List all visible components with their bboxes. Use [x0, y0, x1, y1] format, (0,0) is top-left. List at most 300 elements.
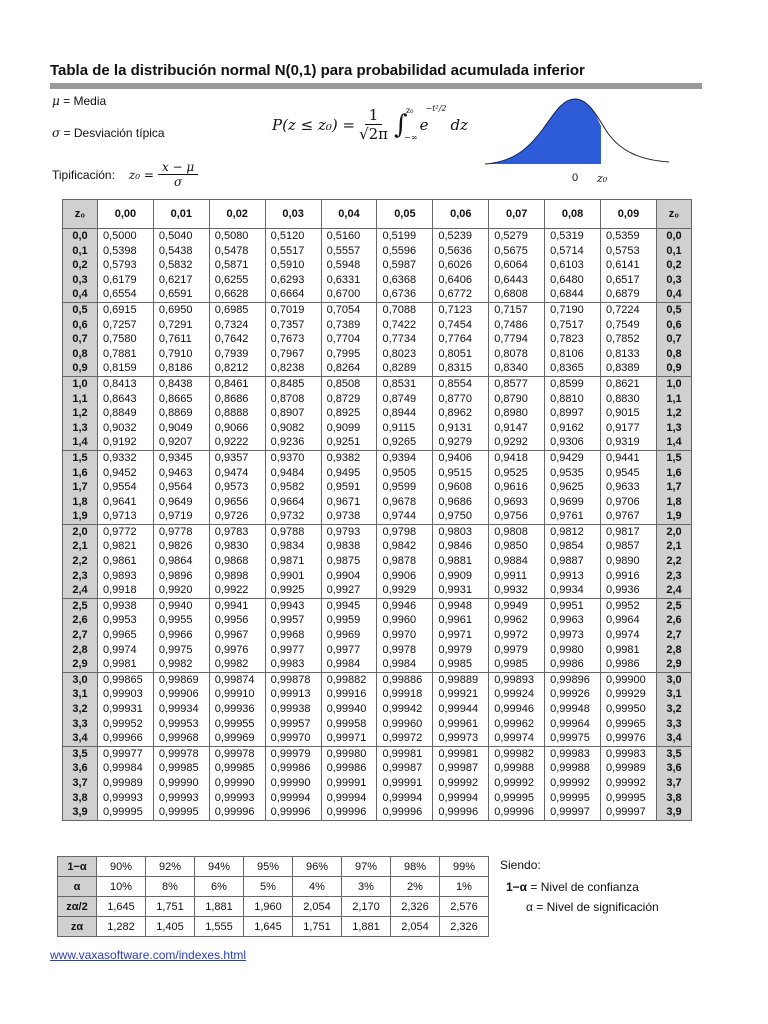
- probability-cell: 0,9982: [209, 657, 265, 672]
- probability-cell: 0,9979: [489, 643, 545, 658]
- exp-power: −t²/2: [425, 103, 447, 113]
- z-row-label: 3,3: [63, 717, 98, 732]
- formula-dz: dz: [450, 115, 468, 134]
- source-link[interactable]: www.vaxasoftware.com/indexes.html: [50, 948, 247, 962]
- probability-cell: 0,9803: [433, 524, 489, 539]
- z-row-label: 0,9: [63, 361, 98, 376]
- probability-cell: 0,9929: [377, 583, 433, 598]
- probability-cell: 0,9864: [153, 554, 209, 569]
- probability-cell: 0,99970: [265, 731, 321, 746]
- probability-cell: 0,99934: [153, 702, 209, 717]
- probability-cell: 0,99991: [321, 776, 377, 791]
- table-header-row: [63, 200, 692, 229]
- probability-cell: 0,99889: [433, 672, 489, 687]
- probability-cell: 0,6772: [433, 287, 489, 302]
- probability-cell: 0,9949: [489, 598, 545, 613]
- z-row-label: 0,3: [63, 273, 98, 288]
- probability-cell: 0,9982: [153, 657, 209, 672]
- probability-cell: 0,9969: [321, 628, 377, 643]
- significance-description: = Nivel de significación: [536, 900, 659, 914]
- probability-cell: 0,8810: [545, 392, 601, 407]
- probability-cell: 0,99953: [153, 717, 209, 732]
- confidence-symbol: 1−α: [506, 880, 528, 894]
- ci-cell: 2,054: [293, 897, 342, 917]
- table-row: [63, 746, 692, 761]
- probability-cell: 0,8729: [321, 392, 377, 407]
- probability-cell: 0,9951: [545, 598, 601, 613]
- probability-cell: 0,99900: [601, 672, 657, 687]
- probability-cell: 0,8830: [601, 392, 657, 407]
- z-row-label: 0,8: [63, 347, 98, 362]
- probability-cell: 0,9931: [433, 583, 489, 598]
- z-row-label: 0,5: [63, 302, 98, 317]
- table-row: [63, 805, 692, 820]
- probability-cell: 0,9925: [265, 583, 321, 598]
- probability-cell: 0,9147: [489, 421, 545, 436]
- table-row: [63, 569, 692, 584]
- probability-cell: 0,8508: [321, 376, 377, 391]
- probability-cell: 0,9744: [377, 509, 433, 524]
- probability-cell: 0,9971: [433, 628, 489, 643]
- probability-cell: 0,9515: [433, 466, 489, 481]
- probability-cell: 0,9452: [98, 466, 154, 481]
- table-row: [63, 702, 692, 717]
- z-row-label: 3,8: [63, 791, 98, 806]
- probability-cell: 0,9976: [209, 643, 265, 658]
- probability-cell: 0,9726: [209, 509, 265, 524]
- probability-cell: 0,99993: [98, 791, 154, 806]
- probability-cell: 0,9904: [321, 569, 377, 584]
- sigma-symbol: σ: [52, 126, 61, 140]
- probability-cell: 0,99936: [209, 702, 265, 717]
- z-row-label-right: 2,9: [657, 657, 692, 672]
- probability-cell: 0,7019: [265, 302, 321, 317]
- probability-cell: 0,99924: [489, 687, 545, 702]
- probability-cell: 0,6443: [489, 273, 545, 288]
- probability-cell: 0,8023: [377, 347, 433, 362]
- ci-cell: 96%: [293, 857, 342, 877]
- probability-cell: 0,99994: [377, 791, 433, 806]
- table-row: [63, 687, 692, 702]
- probability-cell: 0,7389: [321, 318, 377, 333]
- probability-cell: 0,99962: [489, 717, 545, 732]
- table-row: [63, 731, 692, 746]
- z-row-label-right: 2,4: [657, 583, 692, 598]
- z-row-label-right: 1,6: [657, 466, 692, 481]
- table-row: [63, 332, 692, 347]
- table-row: [63, 524, 692, 539]
- probability-cell: 0,9429: [545, 450, 601, 465]
- probability-cell: 0,9965: [98, 628, 154, 643]
- probability-cell: 0,9761: [545, 509, 601, 524]
- z-row-label: 3,2: [63, 702, 98, 717]
- integral-lower: −∞: [404, 132, 418, 142]
- probability-cell: 0,6808: [489, 287, 545, 302]
- z-row-label: 1,3: [63, 421, 98, 436]
- probability-cell: 0,7764: [433, 332, 489, 347]
- tipificacion-fraction: [158, 160, 198, 189]
- probability-cell: 0,7734: [377, 332, 433, 347]
- probability-cell: 0,6480: [545, 273, 601, 288]
- probability-cell: 0,6255: [209, 273, 265, 288]
- probability-cell: 0,99948: [545, 702, 601, 717]
- bell-curve-diagram: [483, 94, 673, 166]
- z-row-label: 3,9: [63, 805, 98, 820]
- probability-cell: 0,99975: [545, 731, 601, 746]
- ci-row-label: α: [58, 877, 97, 897]
- ci-cell: 1,751: [293, 917, 342, 937]
- probability-cell: 0,8749: [377, 392, 433, 407]
- probability-cell: 0,99966: [98, 731, 154, 746]
- probability-cell: 0,8686: [209, 392, 265, 407]
- probability-cell: 0,8980: [489, 406, 545, 421]
- probability-cell: 0,99978: [153, 746, 209, 761]
- ci-cell: 1,645: [97, 897, 146, 917]
- probability-cell: 0,5080: [209, 229, 265, 244]
- probability-cell: 0,9495: [321, 466, 377, 481]
- z-row-label-right: 1,9: [657, 509, 692, 524]
- probability-cell: 0,6141: [601, 258, 657, 273]
- mu-description: = Media: [63, 94, 107, 108]
- probability-cell: 0,99995: [153, 805, 209, 820]
- table-row: [63, 318, 692, 333]
- table-row: [63, 672, 692, 687]
- probability-cell: 0,7257: [98, 318, 154, 333]
- probability-cell: 0,9890: [601, 554, 657, 569]
- z-row-label-right: 0,3: [657, 273, 692, 288]
- probability-cell: 0,99989: [601, 761, 657, 776]
- ci-cell: 6%: [195, 877, 244, 897]
- probability-cell: 0,9959: [321, 613, 377, 628]
- probability-cell: 0,9345: [153, 450, 209, 465]
- integral-upper: z₀: [406, 105, 414, 115]
- probability-cell: 0,9970: [377, 628, 433, 643]
- probability-cell: 0,99981: [433, 746, 489, 761]
- probability-cell: 0,9251: [321, 435, 377, 450]
- probability-cell: 0,9821: [98, 539, 154, 554]
- confidence-table: [57, 856, 489, 937]
- probability-cell: 0,7422: [377, 318, 433, 333]
- probability-cell: 0,9830: [209, 539, 265, 554]
- probability-cell: 0,7673: [265, 332, 321, 347]
- probability-cell: 0,8186: [153, 361, 209, 376]
- probability-cell: 0,9979: [433, 643, 489, 658]
- table-row: [63, 435, 692, 450]
- probability-cell: 0,9968: [265, 628, 321, 643]
- probability-cell: 0,8577: [489, 376, 545, 391]
- formula-fraction: [359, 106, 388, 143]
- probability-cell: 0,99977: [98, 746, 154, 761]
- z-row-label: 3,4: [63, 731, 98, 746]
- probability-cell: 0,8133: [601, 347, 657, 362]
- probability-cell: 0,9394: [377, 450, 433, 465]
- z-row-label-right: 2,1: [657, 539, 692, 554]
- tipificacion-label: Tipificación:: [52, 167, 115, 182]
- ci-cell: 2,326: [391, 897, 440, 917]
- z-row-label-right: 3,4: [657, 731, 692, 746]
- probability-cell: 0,99997: [601, 805, 657, 820]
- ci-cell: 1,881: [195, 897, 244, 917]
- probability-cell: 0,5517: [265, 244, 321, 259]
- probability-cell: 0,6879: [601, 287, 657, 302]
- ci-cell: 1%: [440, 877, 489, 897]
- probability-cell: 0,99965: [601, 717, 657, 732]
- probability-cell: 0,9826: [153, 539, 209, 554]
- table-row: [63, 509, 692, 524]
- table-row: [63, 376, 692, 391]
- probability-cell: 0,6664: [265, 287, 321, 302]
- probability-cell: 0,9664: [265, 495, 321, 510]
- probability-cell: 0,9099: [321, 421, 377, 436]
- z-row-label-right: 0,2: [657, 258, 692, 273]
- probability-cell: 0,6736: [377, 287, 433, 302]
- z-row-label-right: 1,3: [657, 421, 692, 436]
- probability-cell: 0,5279: [489, 229, 545, 244]
- legend-mu: [52, 94, 106, 108]
- probability-cell: 0,9382: [321, 450, 377, 465]
- z-row-label: 3,5: [63, 746, 98, 761]
- probability-cell: 0,99976: [601, 731, 657, 746]
- ci-cell: 5%: [244, 877, 293, 897]
- probability-cell: 0,9756: [489, 509, 545, 524]
- probability-cell: 0,9927: [321, 583, 377, 598]
- probability-cell: 0,5596: [377, 244, 433, 259]
- z-row-label-right: 2,0: [657, 524, 692, 539]
- z-row-label-right: 0,9: [657, 361, 692, 376]
- probability-cell: 0,5987: [377, 258, 433, 273]
- z-row-label: 3,7: [63, 776, 98, 791]
- probability-cell: 0,9222: [209, 435, 265, 450]
- table-row: [63, 776, 692, 791]
- probability-cell: 0,6950: [153, 302, 209, 317]
- z-row-label-right: 1,8: [657, 495, 692, 510]
- table-row: [63, 244, 692, 259]
- ci-row: [58, 857, 489, 877]
- table-row: [63, 450, 692, 465]
- ci-cell: 2,054: [391, 917, 440, 937]
- probability-cell: 0,9936: [601, 583, 657, 598]
- probability-cell: 0,6026: [433, 258, 489, 273]
- z-header-left: z₀: [63, 200, 98, 229]
- probability-cell: 0,99980: [321, 746, 377, 761]
- probability-cell: 0,99996: [321, 805, 377, 820]
- probability-cell: 0,9306: [545, 435, 601, 450]
- probability-cell: 0,7995: [321, 347, 377, 362]
- probability-cell: 0,9940: [153, 598, 209, 613]
- probability-cell: 0,9986: [545, 657, 601, 672]
- probability-cell: 0,8554: [433, 376, 489, 391]
- z-row-label: 0,4: [63, 287, 98, 302]
- z-row-label: 0,0: [63, 229, 98, 244]
- probability-cell: 0,9955: [153, 613, 209, 628]
- probability-cell: 0,9463: [153, 466, 209, 481]
- probability-cell: 0,9082: [265, 421, 321, 436]
- cdf-formula: [272, 103, 468, 143]
- probability-cell: 0,99990: [209, 776, 265, 791]
- legend-sigma: [52, 126, 165, 140]
- probability-cell: 0,99989: [98, 776, 154, 791]
- probability-cell: 0,9750: [433, 509, 489, 524]
- ci-cell: 1,405: [146, 917, 195, 937]
- mu-symbol: μ: [52, 94, 60, 108]
- probability-cell: 0,99906: [153, 687, 209, 702]
- probability-cell: 0,8159: [98, 361, 154, 376]
- probability-cell: 0,5832: [153, 258, 209, 273]
- column-header: 0,02: [209, 200, 265, 229]
- probability-cell: 0,8997: [545, 406, 601, 421]
- probability-cell: 0,99950: [601, 702, 657, 717]
- probability-cell: 0,99995: [98, 805, 154, 820]
- probability-cell: 0,99944: [433, 702, 489, 717]
- z-row-label: 2,7: [63, 628, 98, 643]
- probability-cell: 0,6591: [153, 287, 209, 302]
- probability-cell: 0,9857: [601, 539, 657, 554]
- probability-cell: 0,9986: [601, 657, 657, 672]
- probability-cell: 0,7054: [321, 302, 377, 317]
- probability-cell: 0,5398: [98, 244, 154, 259]
- probability-cell: 0,9909: [433, 569, 489, 584]
- probability-cell: 0,6179: [98, 273, 154, 288]
- z-row-label-right: 1,5: [657, 450, 692, 465]
- probability-cell: 0,99997: [545, 805, 601, 820]
- probability-cell: 0,9732: [265, 509, 321, 524]
- probability-cell: 0,99931: [98, 702, 154, 717]
- z-row-label: 3,0: [63, 672, 98, 687]
- probability-cell: 0,9817: [601, 524, 657, 539]
- z-row-label-right: 3,7: [657, 776, 692, 791]
- ci-cell: 97%: [342, 857, 391, 877]
- probability-cell: 0,8962: [433, 406, 489, 421]
- siendo-line1: [506, 880, 639, 894]
- probability-cell: 0,6064: [489, 258, 545, 273]
- confidence-description: = Nivel de confianza: [530, 880, 639, 894]
- probability-cell: 0,9699: [545, 495, 601, 510]
- z-row-label-right: 3,1: [657, 687, 692, 702]
- ci-cell: 1,881: [342, 917, 391, 937]
- probability-cell: 0,9975: [153, 643, 209, 658]
- probability-cell: 0,9875: [321, 554, 377, 569]
- table-row: [63, 406, 692, 421]
- z-row-label-right: 1,1: [657, 392, 692, 407]
- probability-cell: 0,99995: [489, 791, 545, 806]
- probability-cell: 0,9916: [601, 569, 657, 584]
- z-row-label-right: 1,0: [657, 376, 692, 391]
- table-row: [63, 421, 692, 436]
- probability-cell: 0,9946: [377, 598, 433, 613]
- table-row: [63, 273, 692, 288]
- probability-cell: 0,8389: [601, 361, 657, 376]
- table-row: [63, 643, 692, 658]
- z-row-label-right: 1,7: [657, 480, 692, 495]
- probability-cell: 0,9319: [601, 435, 657, 450]
- probability-cell: 0,9484: [265, 466, 321, 481]
- probability-cell: 0,8869: [153, 406, 209, 421]
- column-header: 0,09: [601, 200, 657, 229]
- probability-cell: 0,8289: [377, 361, 433, 376]
- probability-cell: 0,8106: [545, 347, 601, 362]
- column-header: 0,08: [545, 200, 601, 229]
- probability-cell: 0,9922: [209, 583, 265, 598]
- probability-cell: 0,9525: [489, 466, 545, 481]
- probability-cell: 0,9884: [489, 554, 545, 569]
- z-row-label: 2,4: [63, 583, 98, 598]
- probability-cell: 0,99996: [433, 805, 489, 820]
- probability-cell: 0,8340: [489, 361, 545, 376]
- probability-cell: 0,7190: [545, 302, 601, 317]
- probability-cell: 0,99974: [489, 731, 545, 746]
- ci-cell: 3%: [342, 877, 391, 897]
- ci-cell: 2%: [391, 877, 440, 897]
- ci-cell: 8%: [146, 877, 195, 897]
- probability-cell: 0,9332: [98, 450, 154, 465]
- tipificacion-denominator: σ: [173, 175, 183, 189]
- probability-cell: 0,5636: [433, 244, 489, 259]
- probability-cell: 0,99991: [377, 776, 433, 791]
- probability-cell: 0,6985: [209, 302, 265, 317]
- bell-shaded-area: [485, 99, 601, 164]
- probability-cell: 0,9686: [433, 495, 489, 510]
- probability-cell: 0,9913: [545, 569, 601, 584]
- z-row-label: 3,6: [63, 761, 98, 776]
- probability-cell: 0,9591: [321, 480, 377, 495]
- formula-denominator: √2π: [359, 125, 389, 143]
- probability-cell: 0,9846: [433, 539, 489, 554]
- tipificacion-lhs: z₀ =: [128, 167, 154, 182]
- ci-cell: 99%: [440, 857, 489, 877]
- probability-cell: 0,8925: [321, 406, 377, 421]
- probability-cell: 0,7704: [321, 332, 377, 347]
- probability-cell: 0,99981: [377, 746, 433, 761]
- ci-cell: 92%: [146, 857, 195, 877]
- probability-cell: 0,99913: [265, 687, 321, 702]
- probability-cell: 0,9671: [321, 495, 377, 510]
- table-row: [63, 791, 692, 806]
- probability-cell: 0,5910: [265, 258, 321, 273]
- probability-cell: 0,9981: [601, 643, 657, 658]
- probability-cell: 0,99992: [545, 776, 601, 791]
- probability-cell: 0,6628: [209, 287, 265, 302]
- probability-cell: 0,9535: [545, 466, 601, 481]
- table-row: [63, 361, 692, 376]
- probability-cell: 0,7357: [265, 318, 321, 333]
- table-row: [63, 258, 692, 273]
- exp-base: e: [419, 115, 429, 134]
- probability-cell: 0,9974: [601, 628, 657, 643]
- probability-cell: 0,8051: [433, 347, 489, 362]
- probability-cell: 0,99968: [153, 731, 209, 746]
- ci-row: [58, 897, 489, 917]
- probability-cell: 0,9474: [209, 466, 265, 481]
- probability-cell: 0,9878: [377, 554, 433, 569]
- z-row-label: 2,1: [63, 539, 98, 554]
- probability-cell: 0,9893: [98, 569, 154, 584]
- z-row-label-right: 0,5: [657, 302, 692, 317]
- z-row-label: 2,2: [63, 554, 98, 569]
- probability-cell: 0,9850: [489, 539, 545, 554]
- probability-cell: 0,9793: [321, 524, 377, 539]
- probability-cell: 0,9945: [321, 598, 377, 613]
- ci-cell: 95%: [244, 857, 293, 877]
- probability-cell: 0,9032: [98, 421, 154, 436]
- probability-cell: 0,5319: [545, 229, 601, 244]
- probability-cell: 0,9633: [601, 480, 657, 495]
- z-row-label: 2,0: [63, 524, 98, 539]
- table-row: [63, 628, 692, 643]
- probability-cell: 0,8665: [153, 392, 209, 407]
- probability-cell: 0,99979: [265, 746, 321, 761]
- z-row-label: 1,2: [63, 406, 98, 421]
- z-row-label-right: 3,0: [657, 672, 692, 687]
